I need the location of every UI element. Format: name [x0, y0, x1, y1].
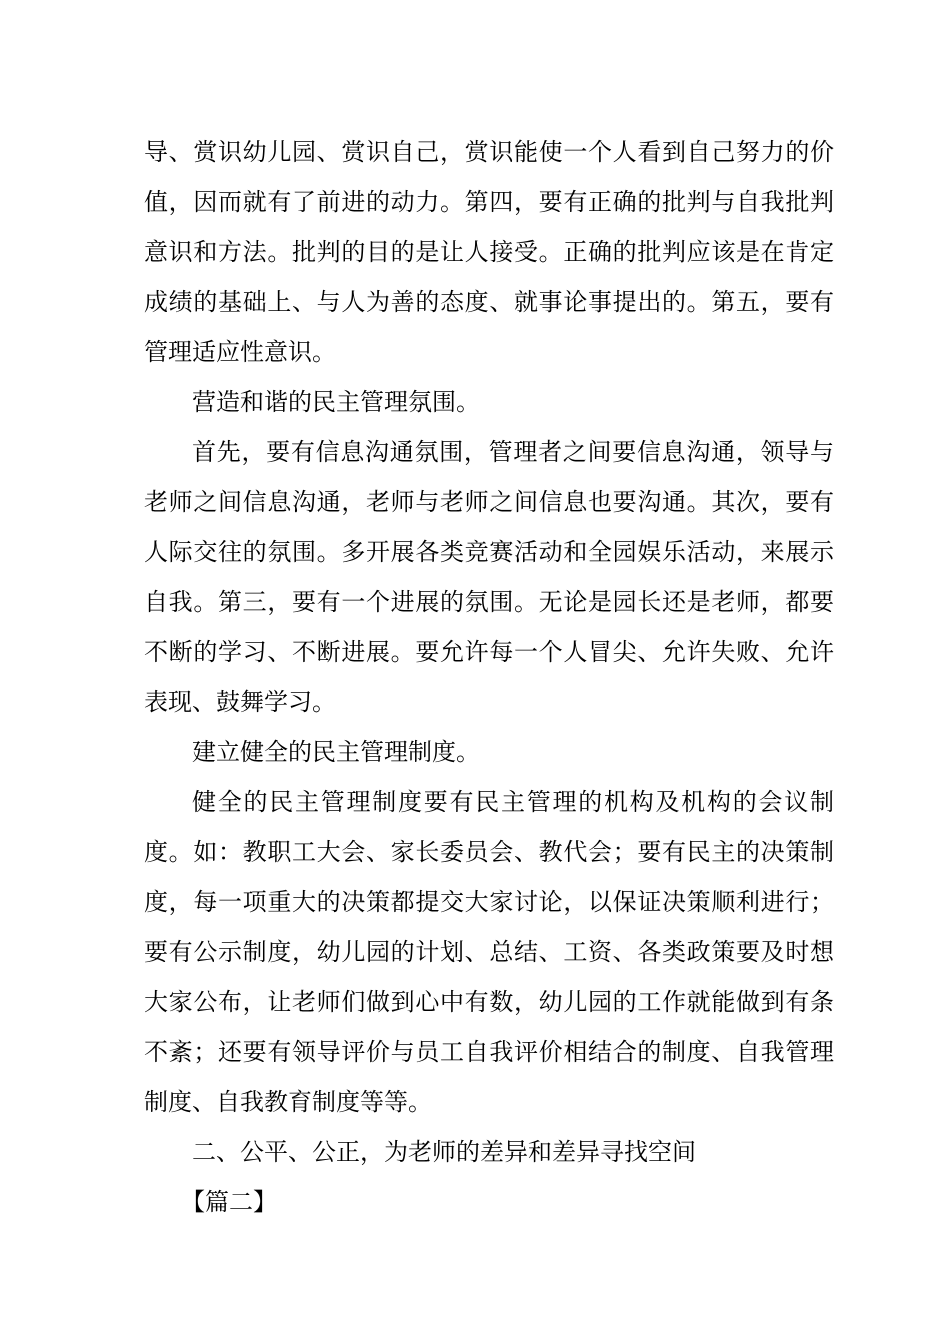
part-heading-two: 【篇二】: [181, 1188, 277, 1216]
document-body: [144, 127, 834, 1227]
paragraph-atmosphere: 首先，要有信息沟通氛围，管理者之间要信息沟通，领导与老师之间信息沟通，老师与老师之间信息也要沟通。其次，要有人际交往的氛围。多开展各类竞赛活动和全园娱乐活动，来展示自我。第三，要有一个进展的氛围。无论是园长还是老师，都要不断的学习、不断进展。要允许每一个人冒尖、允许失败、允许表现、鼓舞学习。: [144, 438, 834, 716]
paragraph-system: 健全的民主管理制度要有民主管理的机构及机构的会议制度。如：教职工大会、家长委员会、教代会；要有民主的决策制度，每一项重大的决策都提交大家讨论，以保证决策顺利进行；要有公示制度，幼儿园的计划、总结、工资、各类政策要及时想大家公布，让老师们做到心中有数，幼儿园的工作就能做到有条不紊；还要有领导评价与员工自我评价相结合的制度、自我管理制度、自我教育制度等等。: [144, 788, 834, 1116]
section-heading-system: 建立健全的民主管理制度。: [192, 738, 480, 766]
section-heading-atmosphere: 营造和谐的民主管理氛围。: [192, 388, 480, 416]
paragraph-continuation: 导、赏识幼儿园、赏识自己，赏识能使一个人看到自己努力的价值，因而就有了前进的动力。第四，要有正确的批判与自我批判意识和方法。批判的目的是让人接受。正确的批判应该是在肯定成绩的基础上、与人为善的态度、就事论事提出的。第五，要有管理适应性意识。: [144, 138, 834, 366]
section-heading-fairness: 二、公平、公正，为老师的差异和差异寻找空间: [192, 1138, 696, 1166]
